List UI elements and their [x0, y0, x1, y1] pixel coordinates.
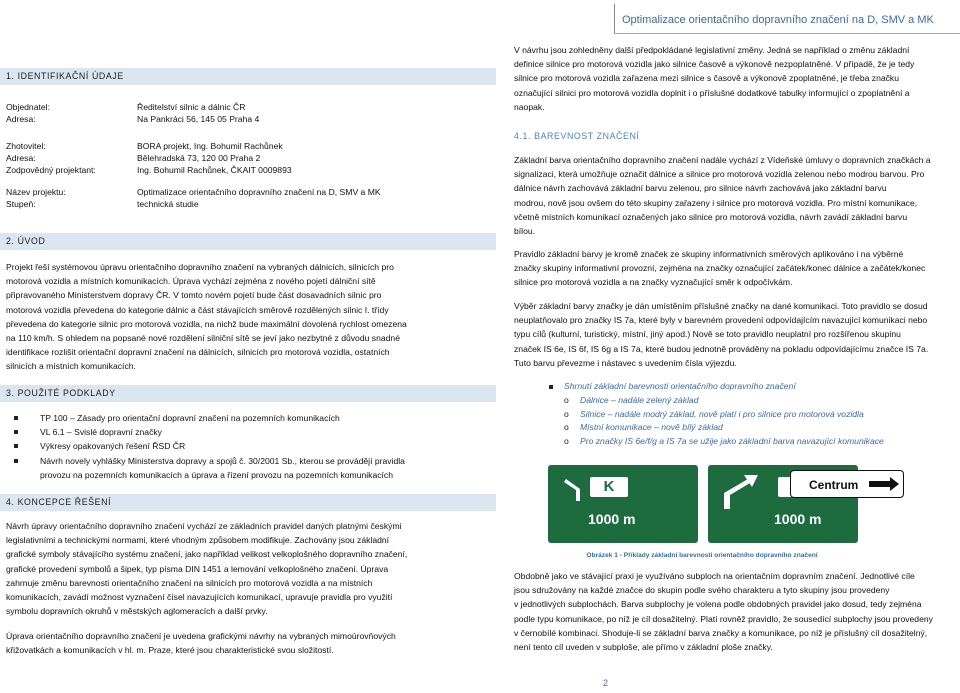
list-item: o Dálnice – nadále zelený základ [548, 394, 884, 408]
legislation-paragraph: V návrhu jsou zohledněny další předpokládané legislativní změny. Jedná se například o změnu základní definice silnice pro motorová vozidla jako silnice časově a výkonově nezpoplatněné. V případě, že je tedy silnice pro motorová vozidla zařazena mezi silnice s časově a výkonově zpoplatněné, je třeba značku označující silnici pro motorová vozidla doplnit i o příslušné dodatkové tabulky informující o zpoplatnění a naopak. [514, 45, 915, 112]
list-item: Návrh novely vyhlášky Ministerstva dopravy a spojů č. 30/2001 Sb., kterou se provádějí pravidla [6, 454, 405, 468]
subsection-heading-colors: 4.1. BAREVNOST ZNAČENÍ [514, 131, 640, 141]
list-item-continuation: provozu na pozemních komunikacích a úprava a řízení provozu na pozemních komunikacích [40, 469, 394, 480]
arrow-up-right-icon [718, 471, 762, 515]
page-number: 2 [603, 678, 609, 688]
list-item: Výkresy opakovaných řešení ŘSD ČR [6, 439, 405, 453]
section-heading-identification: 1. IDENTIFIKAČNÍ ÚDAJE [0, 68, 496, 85]
sources-list [6, 411, 405, 482]
sign-exit-left [548, 465, 698, 543]
concept-paragraph: Návrh úpravy orientačního dopravního značení vychází ze základních pravidel daných platnými českými legislativními a technickými normami, které vhodným způsobem modifikuje. Zachovány jsou základní grafické symboly stávajícího systému značení, jako například velikost velkoplošného dopravního značení, grafické provedení symbolů a šipek, typ písma DIN 1451 a lemování velkoplošného značení. Úprava zahrnuje změnu barevnosti orientačního značení na silnicích pro motorová vozidla a na místních komunikacích, zavádí možnost vyznačení čísel navazujících komunikací, upravuje pravidla pro využití symbolu dopravních okruhů v městských aglomeracích a další prvky. [6, 521, 408, 617]
color-paragraph-2: Pravidlo základní barvy je kromě značek ze skupiny informativních směrových aplikováno i na výběrné značky skupiny informativní provozní, zejména na značky označující začátek/konec dálnice a začátek/konec silnice pro motorová vozidla a na značky vyznačující směr k odpočívkám. [514, 249, 926, 288]
color-paragraph-1: Základní barva orientačního dopravního značení nadále vychází z Vídeňské úmluvy o dopravních značkách a signalizaci, která umožňuje označit dálnice a silnice pro motorová vozidla zelenou nebo modrou barvou. Pro dálnice návrh zachovává základní barvu zelenou, pro silnice návrh zachovává jako základní barvu modrou, nově jsou ovšem do této skupiny zařazeny i silnice pro motorová vozidla. Pro místní komunikace, včetně místních komunikací označených jako silnice pro motorová vozidla, návrh zavádí základní barvu bílou. [514, 155, 931, 237]
running-header-title: Optimalizace orientačního dopravního značení na D, SMV a MK [622, 14, 934, 26]
list-item: Shrnutí základní barevnosti orientačního dopravního značení [548, 380, 884, 394]
list-item: o Pro značky IS 6e/f/g a IS 7a se užije jako základní barva navazující komunikace [548, 435, 884, 449]
subarea-paragraph: Obdobně jako ve stávající praxi je využíváno subploch na orientačním dopravním značení. Jednotlivé cíle jsou sdružovány na každé značce do skupin podle svého charakteru a tyto skupiny jsou provedeny v jednotlivých subplochách. Barva subplochy je volena podle obdobných pravidel jako dosud, tedy zejména podle typu komunikace, po níž je cíl dosažitelný. Platí rovněž pravidlo, že sousedící subplochy jsou provedeny v černobílé kombinaci. Shoduje-li se základní barva značky a komunikace, po níž je příslušný cíl dosažitelný, není tento cíl uveden v subploše, ale přímo v základní ploše značky. [514, 571, 933, 653]
sign-distance: 1000 m [588, 511, 636, 527]
list-item: VL 6.1 – Svislé dopravní značky [6, 425, 405, 439]
figure-caption: Obrázek 1 - Příklady základní barevnosti orientačního dopravního značení [586, 552, 818, 559]
color-paragraph-3: Výběr základní barvy značky je dán umístěním příslušné značky na dané komunikaci. Toto pravidlo se dosud neuplatňovalo pro značky IS 7a, které byly v barevném provedení odpovídajícím navazující komunikaci nebo typu cílů (kulturní, turistický, místní, jiný apod.) Nově se toto pravidlo neuplatní pro rozšířenou skupinu značek IS 6e, IS 6f, IS 6g a IS 7a, které budou jednotně prováděny na pokladu odpovídajícímu značce IS 7a. Tuto barvu převezme i nástavec s uvedením čísla výjezdu. [514, 301, 929, 368]
color-summary-list [548, 380, 884, 449]
header-divider [614, 4, 615, 34]
list-item: o Místní komunikace – nově bílý základ [548, 421, 884, 435]
concept-paragraph-2: Úprava orientačního dopravního značení je uvedena grafickými návrhy na vybraných mimoúrovňových křižovatkách a komunikacích v hl. m. Praze, které jsou charakteristické svou složitostí. [6, 631, 396, 656]
sign-letter: K [590, 477, 628, 497]
list-item: TP 100 – Zásady pro orientační dopravní značení na pozemních komunikacích [6, 411, 405, 425]
sign-centrum [790, 470, 904, 498]
section-heading-intro: 2. ÚVOD [0, 233, 496, 250]
intro-paragraph: Projekt řeší systémovou úpravu orientačního dopravního značení na vybraných dálnicích, silnicích pro motorová vozidla a místních komunikacích. Úprava vychází zejména z nového pojetí dálniční sítě připravovaného Ministerstvem dopravy ČR. V tomto novém pojetí bude část dosavadních silnic pro motorová vozidla převedena do kategorie dálnic a část stávajících směrově rozdělených silnic I. třídy převedena do kategorie silnic pro motorová vozidla, na nichž bude maximální dovolená rychlost omezena na 110 km/h. S ohledem na popsané nové rozdělení silniční sítě se jeví jako nezbytné z důvodu snadné identifikace rozlišit orientační dopravní značení na dálnicích, silnicích pro motorová vozidla, ostatních silnicích a místních komunikacích. [6, 262, 407, 372]
section-heading-concept: 4. KONCEPCE ŘEŠENÍ [0, 494, 496, 511]
arrow-up-left-icon [556, 475, 586, 505]
list-item: o Silnice – nadále modrý základ, nově platí i pro silnice pro motorová vozidla [548, 408, 884, 422]
header-underline [614, 33, 960, 34]
sign-centrum-label: Centrum [809, 478, 859, 492]
section-heading-sources: 3. POUŽITÉ PODKLADY [0, 385, 496, 402]
sign-distance: 1000 m [774, 511, 822, 527]
